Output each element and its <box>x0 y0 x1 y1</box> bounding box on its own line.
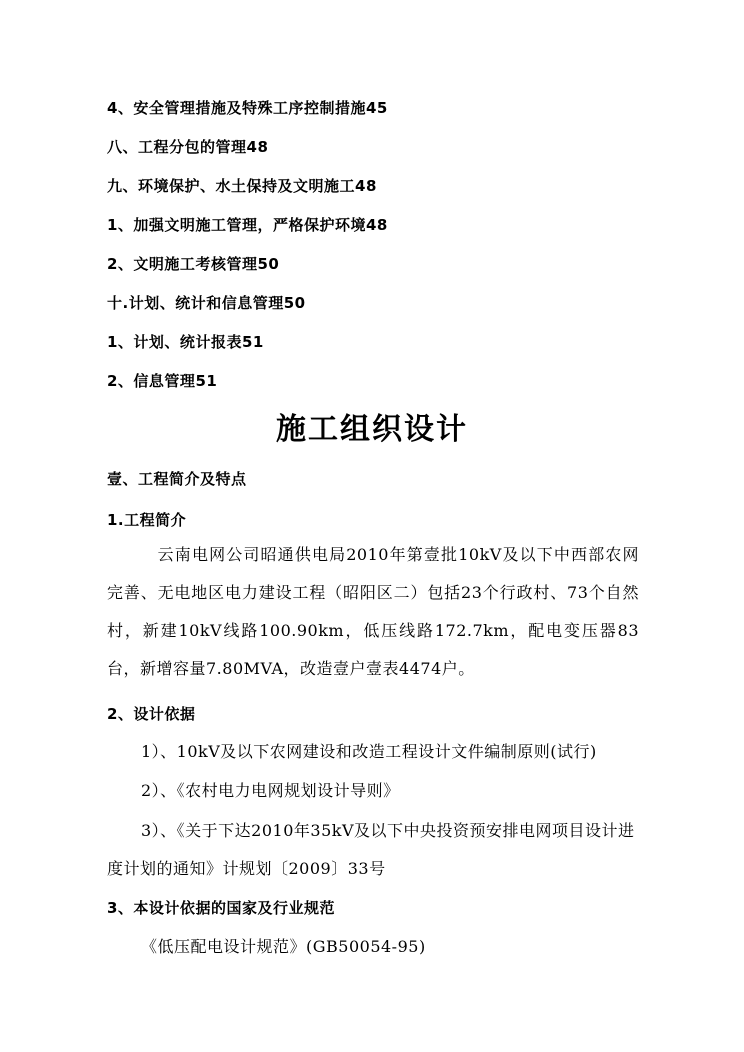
toc-entry: 1、计划、统计报表51 <box>107 333 264 351</box>
toc-entry: 2、文明施工考核管理50 <box>107 255 280 273</box>
subsection-heading: 3、本设计依据的国家及行业规范 <box>107 899 335 917</box>
standard-item: 《低压配电设计规范》(GB50054-95) <box>141 937 426 956</box>
basis-item: 2）、《农村电力电网规划设计导则》 <box>141 781 400 800</box>
basis-item-wrapped <box>107 812 639 888</box>
project-description-text: 云南电网公司昭通供电局2010年第壹批10kV及以下中西部农网完善、无电地区电力建设工程（昭阳区二）包括23个行政村、73个自然村，新建10kV线路100.90km，低压线路172.7km，配电变压器83台，新增容量7.80MVA，改造壹户壹表4474户。 <box>107 545 639 678</box>
basis-item-text: 3）、《关于下达2010年35kV及以下中央投资预安排电网项目设计进度计划的通知》计规划〔2009〕33号 <box>107 821 635 878</box>
toc-entry: 4、安全管理措施及特殊工序控制措施45 <box>107 99 388 117</box>
toc-entry: 2、信息管理51 <box>107 372 218 390</box>
toc-entry: 九、环境保护、水土保持及文明施工48 <box>107 177 377 195</box>
section-heading: 壹、工程简介及特点 <box>107 470 247 488</box>
toc-entry: 八、工程分包的管理48 <box>107 138 269 156</box>
subsection-heading: 2、设计依据 <box>107 705 196 723</box>
subsection-heading: 1.工程简介 <box>107 511 187 529</box>
project-description-paragraph <box>107 536 639 688</box>
document-title: 施工组织设计 <box>276 412 468 447</box>
basis-item: 1）、10kV及以下农网建设和改造工程设计文件编制原则(试行) <box>141 742 597 761</box>
toc-entry: 十.计划、统计和信息管理50 <box>107 294 306 312</box>
toc-entry: 1、加强文明施工管理，严格保护环境48 <box>107 216 388 234</box>
